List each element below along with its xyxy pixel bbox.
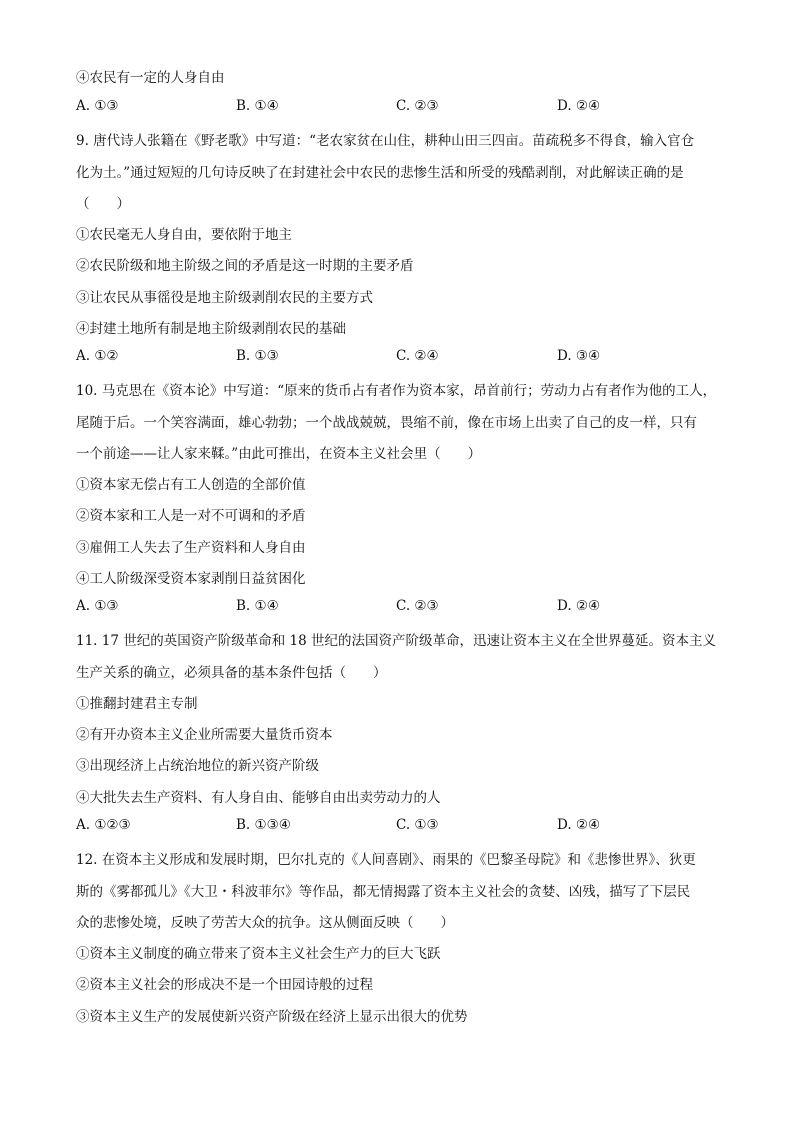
- options-q11: [76, 817, 716, 837]
- statement: ②资本主义社会的形成决不是一个田园诗般的过程: [76, 977, 373, 993]
- statement: ③让农民从事徭役是地主阶级剥削农民的主要方式: [76, 290, 373, 306]
- option-b: B. ①③④: [236, 817, 291, 833]
- question-12-stem: 12. 在资本主义形成和发展时期，巴尔扎克的《人间喜剧》、雨果的《巴黎圣母院》和《悲惨世界》、狄更: [76, 852, 696, 868]
- option-d: D. ②④: [557, 98, 601, 114]
- statement: ④大批失去生产资料、有人身自由、能够自由出卖劳动力的人: [76, 790, 441, 806]
- option-c: C. ①③: [396, 817, 439, 833]
- option-a: A. ①②: [76, 348, 119, 364]
- statement: ③资本主义生产的发展使新兴资产阶级在经济上显示出很大的优势: [76, 1009, 468, 1025]
- question-12-stem: 斯的《雾都孤儿》《大卫・科波菲尔》等作品，都无情揭露了资本主义社会的贪婪、凶残，描写了下层民: [76, 884, 691, 900]
- options-q10: [76, 598, 716, 618]
- option-b: B. ①④: [236, 598, 279, 614]
- options-q9: [76, 348, 716, 368]
- statement: ②资本家和工人是一对不可调和的矛盾: [76, 508, 306, 524]
- options-q8: [76, 98, 716, 118]
- statement: ②农民阶级和地主阶级之间的矛盾是这一时期的主要矛盾: [76, 258, 414, 274]
- option-d: D. ②④: [557, 817, 601, 833]
- option-d: D. ③④: [557, 348, 601, 364]
- option-a: A. ①②③: [76, 817, 131, 833]
- question-12-stem: 众的悲惨处境，反映了劳苦大众的抗争。这从侧面反映（ ）: [76, 915, 454, 931]
- statement: ④工人阶级深受资本家剥削日益贫困化: [76, 571, 306, 587]
- question-11-stem: 生产关系的确立，必须具备的基本条件包括（ ）: [76, 665, 387, 681]
- question-10-stem: 10. 马克思在《资本论》中写道：“原来的货币占有者作为资本家，昂首前行；劳动力占有者作为他的工人，: [76, 383, 717, 399]
- question-9-stem: 化为土。”通过短短的几句诗反映了在封建社会中农民的悲惨生活和所受的残酷剥削，对此解读正确的是: [76, 165, 684, 181]
- statement: ④封建土地所有制是地主阶级剥削农民的基础: [76, 321, 346, 337]
- option-b: B. ①④: [236, 98, 279, 114]
- question-9-stem: 9. 唐代诗人张籍在《野老歌》中写道：“老农家贫在山住，耕种山田三四亩。苗疏税多不得食，输入官仓: [76, 133, 695, 149]
- statement: ①推翻封建君主专制: [76, 696, 198, 712]
- statement: ③雇佣工人失去了生产资料和人身自由: [76, 540, 306, 556]
- statement: ①资本主义制度的确立带来了资本主义社会生产力的巨大飞跃: [76, 946, 441, 962]
- question-10-stem: 一个前途——让人家来鞣。”由此可推出，在资本主义社会里（ ）: [76, 446, 482, 462]
- answer-blank: （ ）: [76, 196, 130, 212]
- option-c: C. ②③: [396, 98, 439, 114]
- statement: ③出现经济上占统治地位的新兴资产阶级: [76, 758, 319, 774]
- option-a: A. ①③: [76, 598, 119, 614]
- question-10-stem: 尾随于后。一个笑容满面，雄心勃勃；一个战战兢兢，畏缩不前，像在市场上出卖了自己的皮一样，只有: [76, 415, 697, 431]
- option-a: A. ①③: [76, 98, 119, 114]
- statement: ②有开办资本主义企业所需要大量货币资本: [76, 727, 333, 743]
- option-c: C. ②④: [396, 348, 439, 364]
- option-d: D. ②④: [557, 598, 601, 614]
- option-b: B. ①③: [236, 348, 279, 364]
- statement: ①资本家无偿占有工人创造的全部价值: [76, 477, 306, 493]
- item-8-statement-4: ④农民有一定的人身自由: [76, 70, 225, 86]
- option-c: C. ②③: [396, 598, 439, 614]
- question-11-stem: 11. 17 世纪的英国资产阶级革命和 18 世纪的法国资产阶级革命，迅速让资本主义在全世界蔓延。资本主义: [76, 633, 716, 649]
- statement: ①农民毫无人身自由，要依附于地主: [76, 227, 292, 243]
